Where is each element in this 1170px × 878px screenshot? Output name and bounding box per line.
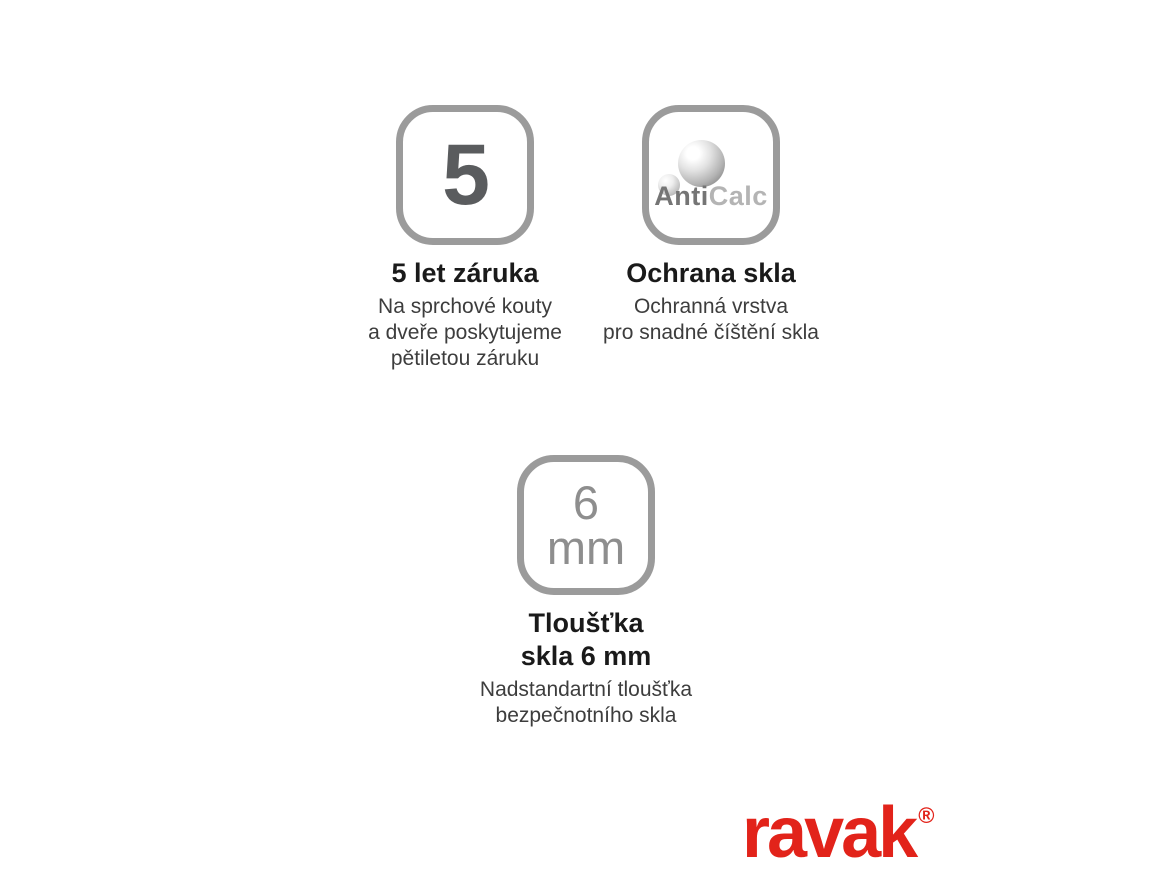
thickness-badge-digit: 6 (572, 476, 600, 529)
glass-protection-title: Ochrana skla (626, 258, 796, 288)
warranty-description-line: pětiletou záruku (390, 347, 540, 370)
registered-trademark-icon: ® (918, 803, 935, 828)
warranty-description-line: a dveře poskytujeme (368, 321, 562, 344)
thickness-badge-unit: mm (546, 521, 626, 574)
anticalc-badge-icon (642, 105, 780, 245)
thickness-6mm-badge-icon (517, 455, 655, 595)
anticalc-wordmark-anti: Anti (654, 181, 709, 211)
glass-thickness-description (426, 677, 746, 729)
water-drop-large-icon (678, 140, 725, 187)
glass-thickness-title-line: skla 6 mm (520, 641, 652, 671)
warranty-5-badge-icon (396, 105, 534, 245)
glass-thickness-title (426, 607, 746, 673)
warranty-title: 5 let záruka (391, 258, 539, 288)
glass-thickness-description-line: bezpečnotního skla (495, 704, 677, 727)
warranty-number: 5 (442, 127, 488, 223)
warranty-description-line: Na sprchové kouty (378, 295, 552, 318)
feature-glass-thickness (426, 455, 746, 729)
feature-glass-protection (551, 105, 871, 346)
glass-thickness-description-line: Nadstandartní tloušťka (479, 678, 693, 701)
anticalc-wordmark (649, 183, 773, 210)
glass-protection-description-line: Ochranná vrstva (633, 295, 789, 318)
ravak-logo (742, 793, 935, 873)
glass-protection-description (551, 294, 871, 346)
glass-thickness-title-line: Tloušťka (528, 608, 644, 638)
ravak-logo-text: ravak (742, 793, 916, 873)
glass-protection-description-line: pro snadné číštění skla (603, 321, 819, 344)
anticalc-wordmark-calc: Calc (708, 181, 768, 211)
